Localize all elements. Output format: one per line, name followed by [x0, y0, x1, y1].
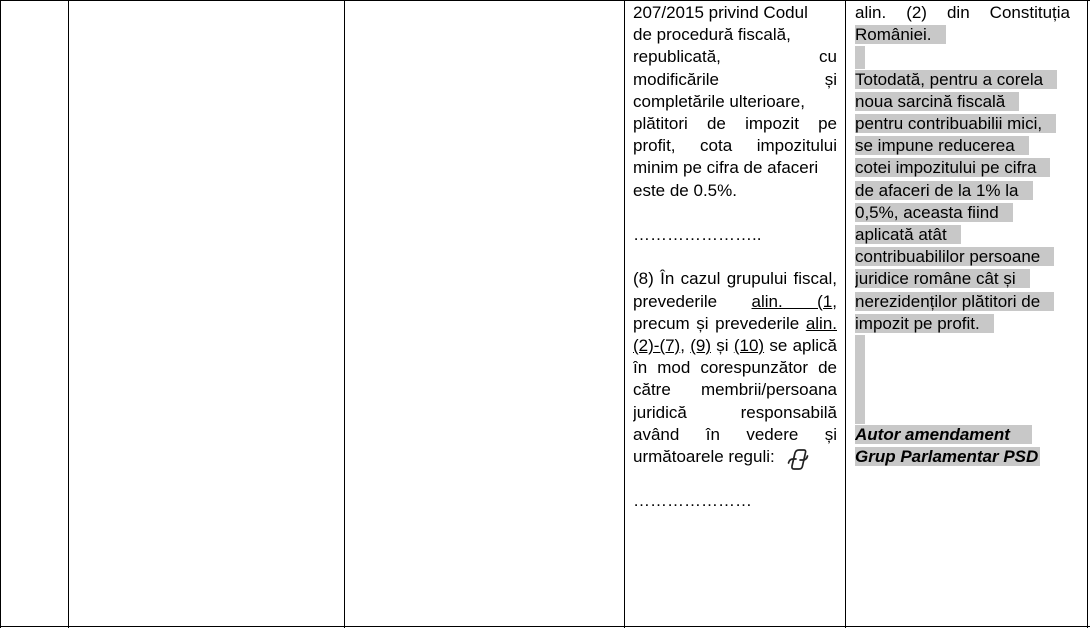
law-text-line: modificările și — [633, 69, 837, 89]
highlighted-text: aplicată atât — [855, 225, 961, 244]
highlighted-text: Totodată, pentru a corela — [855, 70, 1057, 89]
law-text-line: de procedură fiscală, — [633, 25, 791, 45]
paragraph-8-text: lă având în ved — [633, 402, 837, 444]
table-cell-text-1 — [70, 2, 344, 626]
rationale-line — [855, 180, 1070, 202]
rationale-line — [855, 24, 1070, 46]
rationale-line — [855, 113, 1070, 135]
table-column-divider — [624, 0, 625, 628]
rationale-line — [855, 268, 1070, 290]
highlight-spacer — [855, 379, 1070, 401]
table-cell-amendment-rationale[interactable] — [855, 2, 1070, 622]
paragraph-8-prefix: (8) În cazul grupului fiscal, prevederile — [633, 269, 837, 311]
paragraph-8 — [633, 268, 837, 468]
rationale-line — [855, 135, 1070, 157]
highlight-spacer — [855, 402, 1070, 424]
law-text-line: republicată, cu — [633, 47, 837, 67]
author-line — [855, 446, 1070, 468]
highlighted-text: României. — [855, 25, 946, 44]
paragraph-8-text: , precum și prevederile — [633, 291, 837, 333]
highlight-spacer — [855, 46, 1070, 68]
table-column-divider — [845, 0, 846, 628]
law-text-line: este de 0.5%. — [633, 180, 737, 200]
author-group: Grup Parlamentar PSD — [855, 447, 1039, 467]
rationale-line — [855, 246, 1070, 268]
highlighted-text: nerezidenților plătitori de — [855, 292, 1054, 311]
table-border-right — [1087, 0, 1088, 628]
reference-link[interactable]: (10) — [733, 336, 765, 356]
rationale-line — [855, 202, 1070, 224]
table-border-bottom — [0, 626, 1090, 627]
rationale-line — [855, 91, 1070, 113]
reference-link[interactable]: alin. (1 — [751, 291, 833, 311]
reference-link[interactable]: alin. (2)-(7) — [633, 313, 837, 356]
highlighted-text: impozit pe profit. — [855, 314, 994, 333]
highlighted-text: noua sarcină fiscală — [855, 92, 1019, 111]
rationale-line — [855, 313, 1070, 335]
law-text-line: plătitori de impozit pe — [633, 114, 837, 134]
highlighted-text: pentru contribuabilii mici, — [855, 114, 1056, 133]
rationale-line — [855, 157, 1070, 179]
reference-link[interactable]: (9) — [690, 336, 711, 356]
highlight-spacer — [855, 335, 1070, 357]
law-text-line: completările ulterioare, — [633, 91, 805, 111]
highlighted-text: de afaceri de la 1% la — [855, 181, 1033, 200]
highlighted-text: cotei impozitului pe cifra — [855, 158, 1050, 177]
rationale-line — [855, 2, 1070, 24]
rationale-line — [855, 224, 1070, 246]
table-cell-proposed-text[interactable] — [633, 2, 837, 622]
table-border-top — [0, 0, 1090, 1]
law-text-line: profit, cota impozitului — [633, 136, 837, 156]
paragraph-8-text: și — [711, 336, 734, 356]
copilot-icon[interactable] — [783, 445, 813, 475]
paragraph-8-text: se aplică în mod corespunzător de către membrii/persoana juridică respo — [633, 336, 837, 422]
paragraph-8-covered-text: ere — [773, 424, 825, 444]
rationale-line — [855, 291, 1070, 313]
ellipsis-separator: ………………… — [633, 491, 752, 511]
table-column-divider — [344, 0, 345, 628]
law-text-line: minim pe cifra de afaceri — [633, 158, 819, 178]
paragraph-8-text: și următoarele reguli: — [633, 424, 837, 467]
highlighted-text: juridice române cât și — [855, 269, 1030, 288]
copilot-icon-graphic — [783, 445, 813, 475]
highlight-spacer — [855, 357, 1070, 379]
law-text-line: 207/2015 privind Codul — [633, 3, 808, 22]
table-cell-text-2 — [346, 2, 624, 626]
author-line — [855, 424, 1070, 446]
ellipsis-separator: ………………….. — [633, 225, 762, 245]
author-label: Autor amendament — [855, 425, 1032, 444]
table-cell-number — [0, 2, 68, 626]
rationale-line — [855, 69, 1070, 91]
rationale-line-text: alin. (2) din Constituția — [855, 3, 1070, 22]
paragraph-8-covered-text: nsabi — [783, 402, 824, 422]
highlighted-text: se impune reducerea — [855, 136, 1029, 155]
highlighted-text: contribuabililor persoane — [855, 247, 1054, 266]
table-column-divider — [68, 0, 69, 628]
highlighted-text: 0,5%, aceasta fiind — [855, 203, 1013, 222]
paragraph-8-text: , — [680, 336, 691, 356]
